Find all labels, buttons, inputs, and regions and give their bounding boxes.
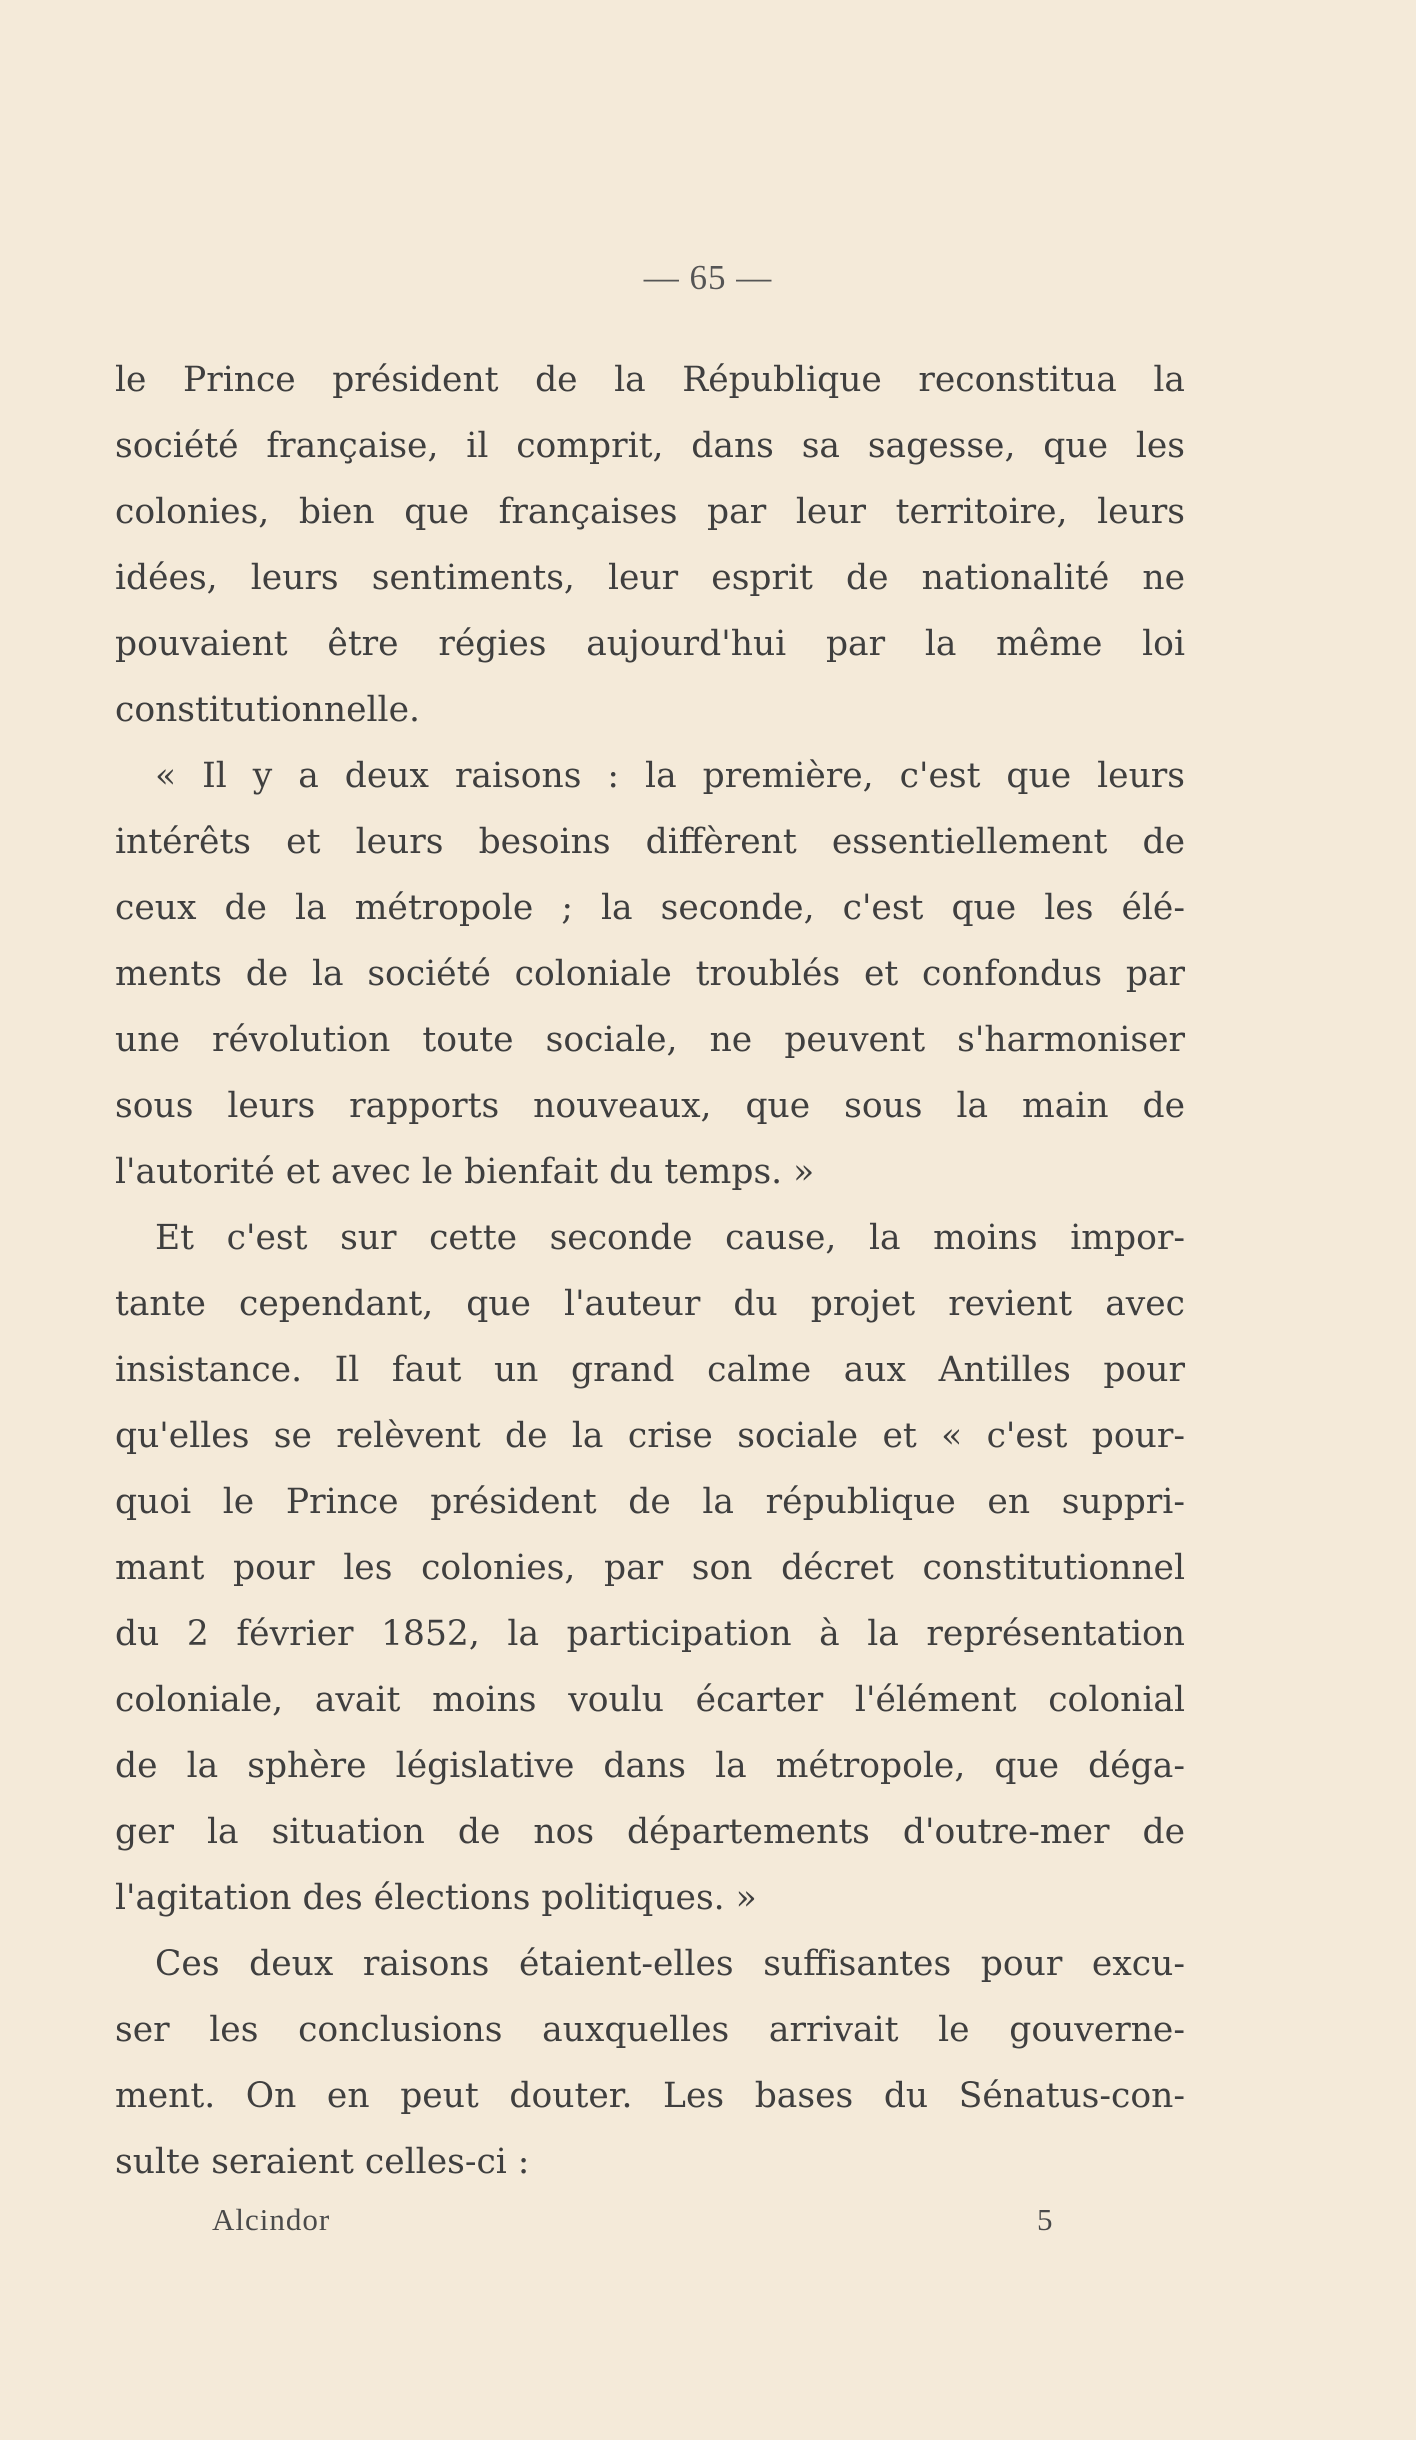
- text-line: une révolution toute sociale, ne peuvent s'harmoniser: [115, 1020, 1185, 1060]
- text-line: Et c'est sur cette seconde cause, la moins impor-: [155, 1218, 1185, 1258]
- text-line: du 2 février 1852, la participation à la représentation: [115, 1614, 1185, 1654]
- text-line: qu'elles se relèvent de la crise sociale et « c'est pour-: [115, 1416, 1185, 1456]
- text-line: mant pour les colonies, par son décret constitutionnel: [115, 1548, 1185, 1588]
- text-line: l'agitation des élections politiques. »: [115, 1878, 757, 1918]
- text-line: sulte seraient celles-ci :: [115, 2142, 530, 2182]
- text-line: de la sphère législative dans la métropole, que déga-: [115, 1746, 1185, 1786]
- footer-author: Alcindor: [212, 2202, 331, 2237]
- text-line: ments de la société coloniale troublés et confondus par: [115, 954, 1185, 994]
- text-line: coloniale, avait moins voulu écarter l'élément colonial: [115, 1680, 1185, 1720]
- text-line: ser les conclusions auxquelles arrivait le gouverne-: [115, 2010, 1185, 2050]
- text-line: société française, il comprit, dans sa sagesse, que les: [115, 426, 1185, 466]
- footer-signature-number: 5: [1037, 2202, 1053, 2237]
- text-line: ceux de la métropole ; la seconde, c'est que les élé-: [115, 888, 1185, 928]
- text-line: Ces deux raisons étaient-elles suffisantes pour excu-: [155, 1944, 1185, 1984]
- page-number: — 65 —: [643, 258, 773, 297]
- text-line: colonies, bien que françaises par leur territoire, leurs: [115, 492, 1185, 532]
- text-line: ment. On en peut douter. Les bases du Sénatus-con-: [115, 2076, 1185, 2116]
- text-line: quoi le Prince président de la république en suppri-: [115, 1482, 1185, 1522]
- text-line: pouvaient être régies aujourd'hui par la même loi: [115, 624, 1185, 664]
- text-line: le Prince président de la République reconstitua la: [115, 360, 1185, 400]
- text-line: idées, leurs sentiments, leur esprit de nationalité ne: [115, 558, 1185, 598]
- text-line: l'autorité et avec le bienfait du temps. »: [115, 1152, 815, 1192]
- text-line: sous leurs rapports nouveaux, que sous la main de: [115, 1086, 1185, 1126]
- text-line: « Il y a deux raisons : la première, c'est que leurs: [155, 756, 1185, 796]
- text-line: intérêts et leurs besoins diffèrent essentiellement de: [115, 822, 1185, 862]
- body-text: [115, 347, 1185, 2195]
- text-line: ger la situation de nos départements d'outre-mer de: [115, 1812, 1185, 1852]
- text-line: constitutionnelle.: [115, 690, 420, 730]
- text-line: insistance. Il faut un grand calme aux Antilles pour: [115, 1350, 1185, 1390]
- text-line: tante cependant, que l'auteur du projet revient avec: [115, 1284, 1185, 1324]
